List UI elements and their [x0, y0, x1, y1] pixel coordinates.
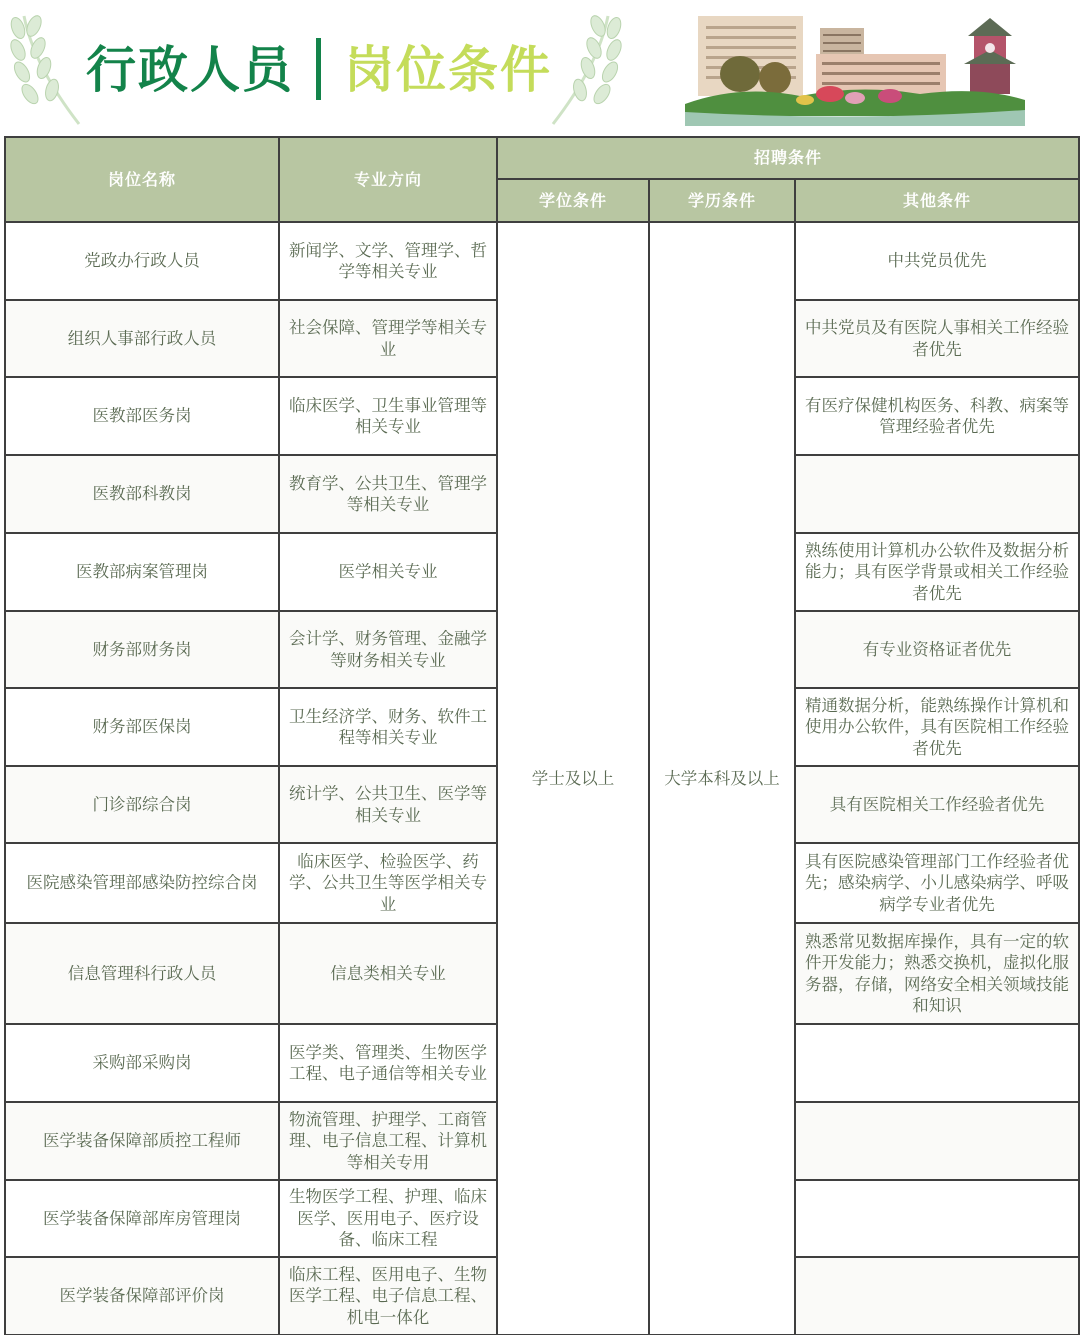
other-cell: [795, 1257, 1079, 1335]
position-cell: 财务部医保岗: [5, 688, 279, 766]
position-cell: 医院感染管理部感染防控综合岗: [5, 843, 279, 923]
major-cell: 卫生经济学、财务、软件工程等相关专业: [279, 688, 497, 766]
page-title-subject: 岗位条件: [344, 41, 552, 99]
wheat-ear-decoration-icon: [4, 6, 84, 126]
major-cell: 临床工程、医用电子、生物医学工程、电子信息工程、机电一体化: [279, 1257, 497, 1335]
other-cell: 具有医院感染管理部门工作经验者优先；感染病学、小儿感染病学、呼吸病学专业者优先: [795, 843, 1079, 923]
position-cell: 信息管理科行政人员: [5, 923, 279, 1024]
major-cell: 医学相关专业: [279, 533, 497, 611]
header-other-condition: 其他条件: [795, 179, 1079, 222]
hospital-buildings-image: [680, 4, 1030, 130]
header-position-name: 岗位名称: [5, 137, 279, 222]
other-cell: 中共党员及有医院人事相关工作经验者优先: [795, 300, 1079, 377]
major-cell: 医学类、管理类、生物医学工程、电子通信等相关专业: [279, 1024, 497, 1102]
other-cell: 中共党员优先: [795, 222, 1079, 300]
position-cell: 医学装备保障部评价岗: [5, 1257, 279, 1335]
other-cell: 熟练使用计算机办公软件及数据分析能力；具有医学背景或相关工作经验者优先: [795, 533, 1079, 611]
major-cell: 统计学、公共卫生、医学等相关专业: [279, 766, 497, 843]
other-cell: 有医疗保健机构医务、科教、病案等管理经验者优先: [795, 377, 1079, 455]
other-cell: [795, 455, 1079, 533]
other-cell: [795, 1180, 1079, 1257]
title-divider: [316, 38, 321, 100]
wheat-ear-decoration-icon: [548, 6, 628, 126]
position-cell: 组织人事部行政人员: [5, 300, 279, 377]
header-degree-condition: 学位条件: [497, 179, 649, 222]
major-cell: 会计学、财务管理、金融学等财务相关专业: [279, 611, 497, 688]
major-cell: 物流管理、护理学、工商管理、电子信息工程、计算机等相关专用: [279, 1102, 497, 1180]
major-cell: 新闻学、文学、管理学、哲学等相关专业: [279, 222, 497, 300]
position-cell: 党政办行政人员: [5, 222, 279, 300]
header-major-direction: 专业方向: [279, 137, 497, 222]
banner-header: [0, 0, 1080, 134]
position-cell: 医学装备保障部质控工程师: [5, 1102, 279, 1180]
position-cell: 医教部医务岗: [5, 377, 279, 455]
position-cell: 财务部财务岗: [5, 611, 279, 688]
major-cell: 社会保障、管理学等相关专业: [279, 300, 497, 377]
header-education-condition: 学历条件: [649, 179, 795, 222]
major-cell: 生物医学工程、护理、临床医学、医用电子、医疗设备、临床工程: [279, 1180, 497, 1257]
header-recruitment-conditions: 招聘条件: [497, 137, 1079, 179]
position-cell: 采购部采购岗: [5, 1024, 279, 1102]
other-cell: 有专业资格证者优先: [795, 611, 1079, 688]
degree-cell: 学士及以上: [497, 222, 649, 1335]
other-cell: 具有医院相关工作经验者优先: [795, 766, 1079, 843]
major-cell: 信息类相关专业: [279, 923, 497, 1024]
position-cell: 医教部科教岗: [5, 455, 279, 533]
major-cell: 临床医学、卫生事业管理等相关专业: [279, 377, 497, 455]
recruitment-conditions-table: [4, 136, 1080, 1335]
other-cell: [795, 1024, 1079, 1102]
major-cell: 教育学、公共卫生、管理学等相关专业: [279, 455, 497, 533]
position-cell: 门诊部综合岗: [5, 766, 279, 843]
other-cell: 精通数据分析，能熟练操作计算机和使用办公软件，具有医院相工作经验者优先: [795, 688, 1079, 766]
education-cell: 大学本科及以上: [649, 222, 795, 1335]
page-title-category: 行政人员: [86, 41, 294, 99]
position-cell: 医教部病案管理岗: [5, 533, 279, 611]
other-cell: [795, 1102, 1079, 1180]
major-cell: 临床医学、检验医学、药学、公共卫生等医学相关专业: [279, 843, 497, 923]
position-cell: 医学装备保障部库房管理岗: [5, 1180, 279, 1257]
other-cell: 熟悉常见数据库操作，具有一定的软件开发能力；熟悉交换机，虚拟化服务器，存储，网络安全相关领域技能和知识: [795, 923, 1079, 1024]
table-row: [5, 222, 1079, 300]
